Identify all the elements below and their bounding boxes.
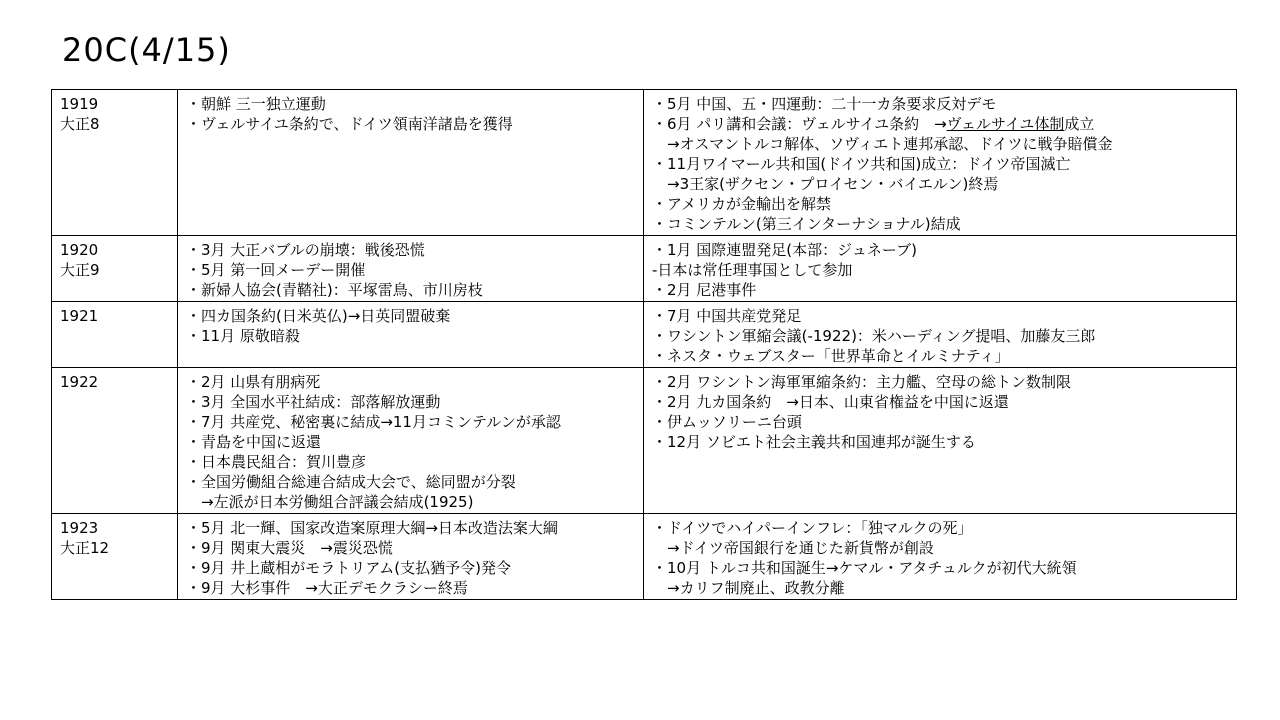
year-cell: [52, 302, 178, 368]
event-line: ・ワシントン軍縮会議(-1922)：米ハーディング提唱、加藤友三郎: [652, 327, 1096, 345]
world-events-cell: [644, 302, 1237, 368]
world-events-cell: [644, 236, 1237, 302]
event-line: ・11月ワイマール共和国(ドイツ共和国)成立：ドイツ帝国滅亡: [652, 155, 1071, 173]
event-line: ・全国労働組合総連合結成大会で、総同盟が分裂: [186, 473, 516, 491]
event-line: ・3月 大正バブルの崩壊：戦後恐慌: [186, 241, 425, 259]
year-label: 1922: [60, 373, 99, 391]
timeline-table: [51, 89, 1237, 600]
year-cell: [52, 236, 178, 302]
event-line: -日本は常任理事国として参加: [652, 261, 853, 279]
japan-events-cell: [178, 236, 644, 302]
year-label: 1923: [60, 519, 99, 537]
event-line: ・5月 第一回メーデー開催: [186, 261, 366, 279]
event-line: ・5月 北一輝、国家改造案原理大綱→日本改造法案大綱: [186, 519, 558, 537]
world-events-cell: [644, 368, 1237, 514]
event-line: ・9月 大杉事件 →大正デモクラシー終焉: [186, 579, 468, 597]
event-line: ・5月 中国、五・四運動：二十一カ条要求反対デモ: [652, 95, 997, 113]
event-line: →カリフ制廃止、政教分離: [652, 579, 845, 597]
event-line: ・日本農民組合：賀川豊彦: [186, 453, 367, 471]
event-line: ・コミンテルン(第三インターナショナル)結成: [652, 215, 961, 233]
era-label: 大正12: [60, 539, 110, 557]
year-label: 1919: [60, 95, 99, 113]
japan-events-cell: [178, 514, 644, 600]
world-events-cell: [644, 90, 1237, 236]
event-line: ・四カ国条約(日米英仏)→日英同盟破棄: [186, 307, 451, 325]
event-line: ・伊ムッソリーニ台頭: [652, 413, 802, 431]
era-label: 大正9: [60, 261, 100, 279]
year-cell: [52, 368, 178, 514]
event-line: ・アメリカが金輸出を解禁: [652, 195, 831, 213]
underlined-term: ヴェルサイユ体制: [946, 115, 1065, 133]
event-line: ・ドイツでハイパーインフレ：「独マルクの死」: [652, 519, 973, 537]
event-line: ・7月 中国共産党発足: [652, 307, 802, 325]
japan-events-cell: [178, 90, 644, 236]
event-line: [652, 114, 1232, 134]
world-events-cell: [644, 514, 1237, 600]
era-label: 大正8: [60, 115, 100, 133]
event-line: ・11月 原敬暗殺: [186, 327, 300, 345]
event-line: ・1月 国際連盟発足(本部：ジュネーブ): [652, 241, 917, 259]
event-line: ・7月 共産党、秘密裏に結成→11月コミンテルンが承認: [186, 413, 561, 431]
event-line: ・12月 ソビエト社会主義共和国連邦が誕生する: [652, 433, 976, 451]
event-line: ・新婦人協会(青鞜社)：平塚雷鳥、市川房枝: [186, 281, 483, 299]
event-line: →3王家(ザクセン・プロイセン・バイエルン)終焉: [652, 175, 999, 193]
japan-events-cell: [178, 302, 644, 368]
event-line: ・ネスタ・ウェブスター「世界革命とイルミナティ」: [652, 347, 1010, 365]
year-label: 1920: [60, 241, 99, 259]
event-line: ・2月 尼港事件: [652, 281, 757, 299]
event-line: ・ヴェルサイユ条約で、ドイツ領南洋諸島を獲得: [186, 115, 513, 133]
page-title: 20C(4/15): [62, 31, 231, 69]
event-line: ・9月 井上蔵相がモラトリアム(支払猶予令)発令: [186, 559, 511, 577]
table-row: [52, 236, 1237, 302]
year-cell: [52, 90, 178, 236]
year-label: 1921: [60, 307, 99, 325]
event-line: ・朝鮮 三一独立運動: [186, 95, 326, 113]
table-row: [52, 90, 1237, 236]
event-line: ・2月 九カ国条約 →日本、山東省権益を中国に返還: [652, 393, 1009, 411]
year-cell: [52, 514, 178, 600]
event-line: →左派が日本労働組合評議会結成(1925): [186, 493, 474, 511]
table-row: [52, 368, 1237, 514]
japan-events-cell: [178, 368, 644, 514]
table-row: [52, 514, 1237, 600]
event-line: ・青島を中国に返還: [186, 433, 322, 451]
event-line: ・3月 全国水平社結成：部落解放運動: [186, 393, 441, 411]
event-text: 成立: [1064, 115, 1095, 133]
table-row: [52, 302, 1237, 368]
event-line: ・2月 山県有朋病死: [186, 373, 321, 391]
event-text: ・6月 パリ講和会議：ヴェルサイユ条約 →: [652, 115, 947, 133]
event-line: →オスマントルコ解体、ソヴィエト連邦承認、ドイツに戦争賠償金: [652, 135, 1113, 153]
event-line: ・10月 トルコ共和国誕生→ケマル・アタチュルクが初代大統領: [652, 559, 1077, 577]
event-line: →ドイツ帝国銀行を通じた新貨幣が創設: [652, 539, 934, 557]
event-line: ・2月 ワシントン海軍軍縮条約：主力艦、空母の総トン数制限: [652, 373, 1071, 391]
event-line: ・9月 関東大震災 →震災恐慌: [186, 539, 393, 557]
